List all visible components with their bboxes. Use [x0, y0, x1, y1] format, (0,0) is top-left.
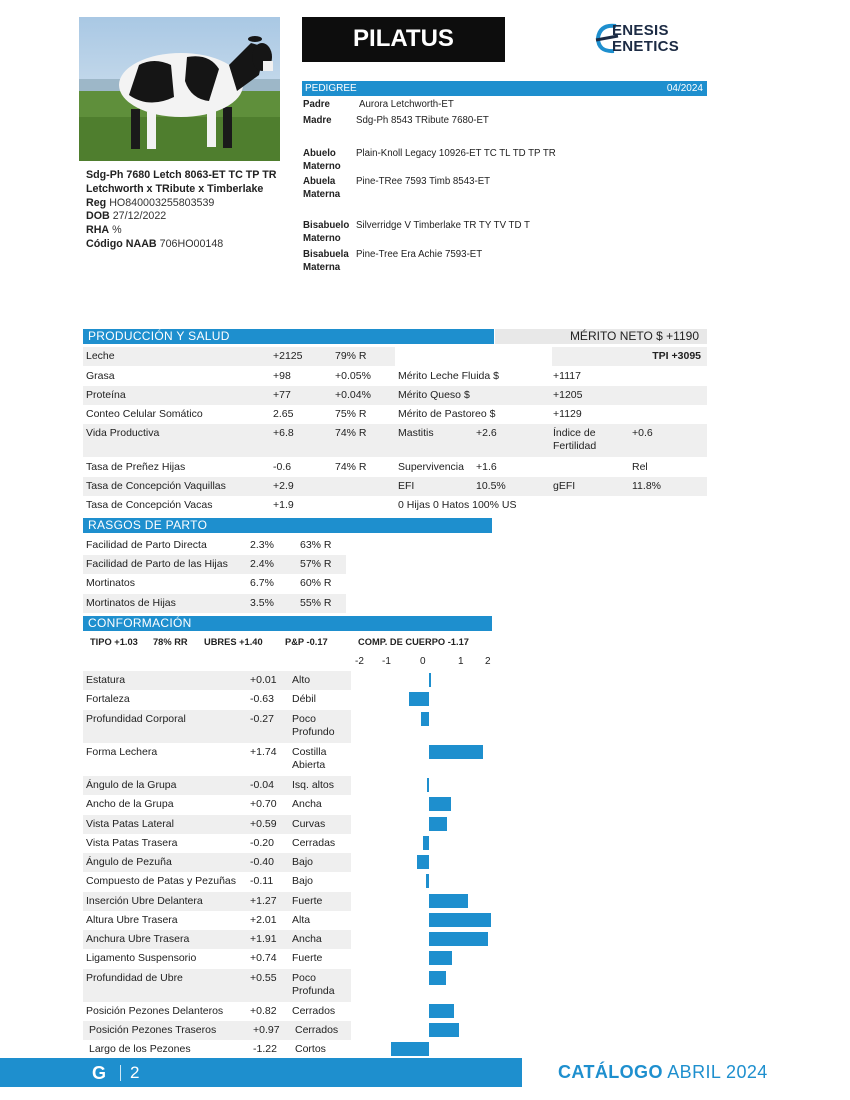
conformation-value: -0.27 — [250, 713, 274, 725]
conformation-bar — [429, 894, 468, 908]
reg-line: Reg HO840003255803539 — [86, 196, 215, 209]
dob-line: DOB 27/12/2022 — [86, 210, 167, 223]
conformation-bar — [426, 874, 429, 888]
conformation-desc: Bajo — [292, 856, 314, 868]
conformation-bar — [429, 673, 431, 687]
conformation-value: +1.74 — [250, 746, 277, 758]
conformation-desc: Costilla Abierta — [292, 746, 327, 771]
conformation-trait: Profundidad Corporal — [86, 713, 186, 725]
conformation-desc: Cerradas — [292, 837, 336, 849]
animal-lineage: Letchworth x TRibute x Timberlake — [86, 182, 264, 195]
pedigree-date: 04/2024 — [666, 83, 703, 94]
conformation-desc: Cortos — [295, 1043, 326, 1055]
conformation-bar — [429, 745, 483, 759]
conformation-value: +0.97 — [253, 1024, 280, 1036]
conformation-bar — [427, 778, 429, 792]
catalog-title: CATÁLOGO ABRIL 2024 — [558, 1062, 768, 1082]
conformation-desc: Fuerte — [292, 895, 323, 907]
conformation-trait: Posición Pezones Traseros — [89, 1024, 217, 1036]
conformation-trait: Vista Patas Trasera — [86, 837, 178, 849]
conformation-desc: Débil — [292, 693, 316, 705]
logo-line1: ENESIS — [612, 22, 669, 39]
conformation-trait: Largo de los Pezones — [89, 1043, 191, 1055]
tpi-value: TPI +3095 — [552, 347, 707, 366]
conformation-trait: Profundidad de Ubre — [86, 972, 183, 984]
conformation-bar — [429, 797, 451, 811]
conformation-desc: Bajo — [292, 875, 314, 887]
naab-line: Código NAAB 706HO00148 — [86, 237, 224, 250]
scale-tick: 0 — [420, 656, 426, 667]
scale-tick: -1 — [382, 656, 391, 667]
animal-name: Sdg-Ph 7680 Letch 8063-ET TC TP TR — [86, 169, 277, 181]
conformation-value: -0.04 — [250, 779, 274, 791]
type-score: TIPO +1.03 — [90, 637, 138, 647]
udder-score: UBRES +1.40 — [204, 637, 263, 647]
bull-title: PILATUS — [302, 17, 505, 62]
conformation-trait: Fortaleza — [86, 693, 130, 705]
conformation-trait: Ángulo de la Grupa — [86, 779, 177, 791]
conformation-trait: Forma Lechera — [86, 746, 158, 758]
conformation-bar — [429, 1004, 454, 1018]
conformation-trait: Ancho de la Grupa — [86, 798, 174, 810]
conformation-value: +0.82 — [250, 1005, 277, 1017]
conformation-header: CONFORMACIÓN — [83, 616, 492, 631]
conformation-desc: Poco Profunda — [292, 972, 335, 997]
conformation-desc: Alta — [292, 914, 311, 926]
conformation-trait: Ligamento Suspensorio — [86, 952, 197, 964]
conformation-desc: Curvas — [292, 818, 326, 830]
body-composite-score: COMP. DE CUERPO -1.17 — [358, 637, 469, 647]
conformation-value: +0.55 — [250, 972, 277, 984]
conformation-desc: Alto — [292, 674, 311, 686]
conformation-value: -0.20 — [250, 837, 274, 849]
scale-tick: 2 — [485, 656, 491, 667]
footer-bar — [0, 1058, 522, 1087]
conformation-bar — [429, 913, 491, 927]
rha-line: RHA % — [86, 224, 122, 237]
scale-tick: 1 — [458, 656, 464, 667]
conformation-trait: Inserción Ubre Delantera — [86, 895, 203, 907]
conformation-bar — [423, 836, 429, 850]
conformation-value: +0.74 — [250, 952, 277, 964]
type-reliability: 78% RR — [153, 637, 188, 647]
conformation-trait: Estatura — [86, 674, 126, 686]
conformation-value: +0.01 — [250, 674, 277, 686]
conformation-value: -0.11 — [250, 875, 274, 887]
conformation-bar — [409, 692, 429, 706]
animal-info — [86, 169, 296, 252]
feet-legs-score: P&P -0.17 — [285, 637, 328, 647]
conformation-value: +1.27 — [250, 895, 277, 907]
conformation-trait: Posición Pezones Delanteros — [86, 1005, 224, 1017]
conformation-value: +1.91 — [250, 933, 277, 945]
conformation-desc: Isq. altos — [292, 779, 335, 791]
conformation-desc: Poco Profundo — [292, 713, 335, 738]
conformation-trait: Vista Patas Lateral — [86, 818, 174, 830]
conformation-desc: Fuerte — [292, 952, 323, 964]
conformation-desc: Cerrados — [292, 1005, 336, 1017]
conformation-trait: Ángulo de Pezuña — [86, 856, 172, 868]
conformation-desc: Cerrados — [295, 1024, 339, 1036]
footer-logo-icon: G — [92, 1063, 107, 1083]
conformation-trait: Anchura Ubre Trasera — [86, 933, 190, 945]
bull-photo — [79, 17, 280, 161]
logo-line2: ENETICS — [612, 38, 680, 55]
pedigree-title: PEDIGREE — [305, 83, 357, 94]
conformation-value: +0.59 — [250, 818, 277, 830]
page-number: 2 — [130, 1063, 140, 1082]
conformation-bar — [429, 951, 452, 965]
net-merit: MÉRITO NETO $ +1190 — [495, 329, 707, 344]
conformation-desc: Ancha — [292, 933, 322, 945]
conformation-value: -1.22 — [253, 1043, 277, 1055]
conformation-bar — [429, 932, 488, 946]
conformation-bar — [417, 855, 429, 869]
footer-divider — [120, 1065, 121, 1081]
conformation-value: +0.70 — [250, 798, 277, 810]
calving-header: RASGOS DE PARTO — [83, 518, 492, 533]
conformation-value: +2.01 — [250, 914, 277, 926]
conformation-bar — [421, 712, 429, 726]
pedigree-header — [302, 81, 707, 96]
conformation-bar — [429, 1023, 459, 1037]
conformation-bar — [391, 1042, 429, 1056]
conformation-trait: Compuesto de Patas y Pezuñas — [86, 875, 237, 887]
scale-tick: -2 — [355, 656, 364, 667]
conformation-bar — [429, 817, 447, 831]
conformation-trait: Altura Ubre Trasera — [86, 914, 178, 926]
conformation-bar — [429, 971, 446, 985]
conformation-value: -0.40 — [250, 856, 274, 868]
production-header: PRODUCCIÓN Y SALUD — [83, 329, 494, 344]
genesis-genetics-logo — [594, 18, 704, 58]
conformation-desc: Ancha — [292, 798, 322, 810]
conformation-value: -0.63 — [250, 693, 274, 705]
